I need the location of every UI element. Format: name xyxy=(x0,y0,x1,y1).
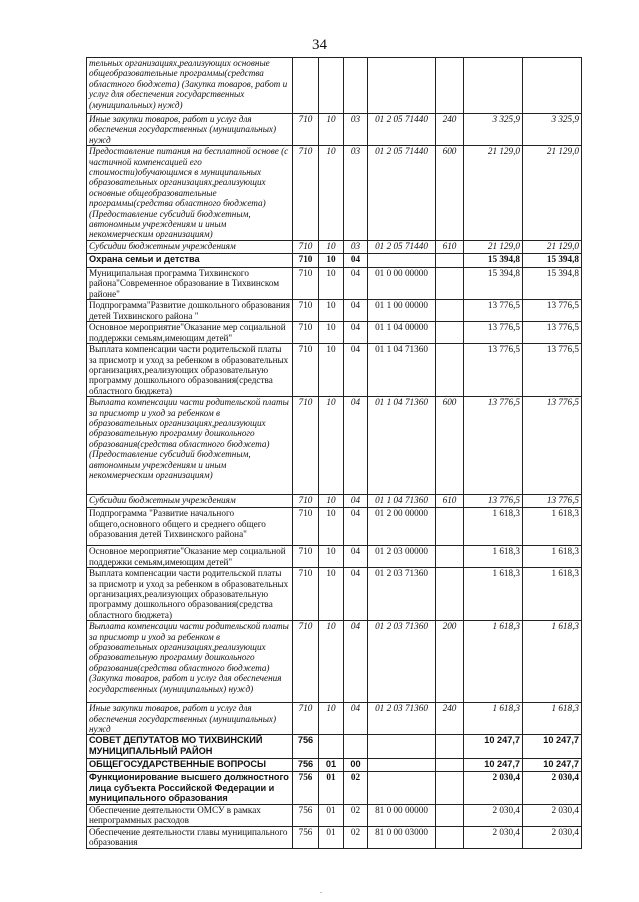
ministry-code: 710 xyxy=(293,114,319,146)
table-row xyxy=(87,772,582,804)
amount-year-2: 2 030,4 xyxy=(523,826,582,848)
ministry-code: 756 xyxy=(293,735,319,759)
page-number: 34 xyxy=(312,37,327,53)
table-row xyxy=(87,508,582,546)
expense-type xyxy=(436,322,464,344)
amount-year-1: 10 247,7 xyxy=(464,759,523,772)
expense-type xyxy=(436,58,464,114)
expense-type xyxy=(436,267,464,299)
target-article: 81 0 00 03000 xyxy=(368,826,436,848)
subsection-code: 03 xyxy=(344,114,368,146)
ministry-code: 756 xyxy=(293,772,319,804)
bottom-mark: . xyxy=(320,886,322,895)
ministry-code: 710 xyxy=(293,568,319,621)
target-article xyxy=(368,735,436,759)
table-row xyxy=(87,344,582,397)
row-description: Подпрограмма "Развитие начального общего,основного общего и среднего общего образования детей Тихвинского района" xyxy=(87,508,293,546)
ministry-code: 710 xyxy=(293,253,319,267)
row-description: Выплата компенсации части родительской платы за присмотр и уход за ребенком в образовательных организациях,реализующих образовательную программу дошкольного образования(средства областного бюджета) (Предоставление субсидий бюджетным, автономным учреждениям и иным некоммерческим организациям) xyxy=(87,397,293,495)
amount-year-1: 1 618,3 xyxy=(464,546,523,568)
row-description: Муниципальная программа Тихвинского района"Современное образование в Тихвинском районе" xyxy=(87,267,293,299)
ministry-code: 710 xyxy=(293,495,319,508)
section-code: 10 xyxy=(319,508,344,546)
target-article: 81 0 00 00000 xyxy=(368,804,436,826)
target-article: 01 0 00 00000 xyxy=(368,267,436,299)
amount-year-2: 1 618,3 xyxy=(523,568,582,621)
ministry-code: 710 xyxy=(293,397,319,495)
target-article: 01 1 04 71360 xyxy=(368,397,436,495)
expense-type: 200 xyxy=(436,621,464,703)
amount-year-2: 15 394,8 xyxy=(523,267,582,299)
ministry-code: 710 xyxy=(293,703,319,735)
table-row xyxy=(87,267,582,299)
table-row xyxy=(87,240,582,253)
row-description: Подпрограмма"Развитие дошкольного образования детей Тихвинского района " xyxy=(87,300,293,322)
section-code: 10 xyxy=(319,568,344,621)
section-code: 01 xyxy=(319,804,344,826)
row-description: Субсидии бюджетным учреждениям xyxy=(87,240,293,253)
ministry-code: 710 xyxy=(293,621,319,703)
row-description: Выплата компенсации части родительской платы за присмотр и уход за ребенком в образовательных организациях,реализующих образовательную программу дошкольного образования(средства областного бюджета) (Закупка товаров, работ и услуг для обеспечения государственных (муниципальных) нужд) xyxy=(87,621,293,703)
amount-year-2: 2 030,4 xyxy=(523,804,582,826)
ministry-code: 710 xyxy=(293,344,319,397)
table-row xyxy=(87,114,582,146)
subsection-code: 04 xyxy=(344,253,368,267)
amount-year-2: 13 776,5 xyxy=(523,322,582,344)
row-description: Выплата компенсации части родительской платы за присмотр и уход за ребенком в образовательных организациях,реализующих образовательную программу дошкольного образования(средства областного бюджета) xyxy=(87,568,293,621)
subsection-code: 04 xyxy=(344,568,368,621)
amount-year-2: 13 776,5 xyxy=(523,300,582,322)
expense-type xyxy=(436,735,464,759)
amount-year-2: 1 618,3 xyxy=(523,508,582,546)
section-code: 10 xyxy=(319,253,344,267)
table-body xyxy=(87,58,582,849)
section-code: 10 xyxy=(319,703,344,735)
section-code: 10 xyxy=(319,495,344,508)
row-description: Охрана семьи и детства xyxy=(87,253,293,267)
table-row xyxy=(87,397,582,495)
ministry-code: 710 xyxy=(293,146,319,241)
ministry-code: 710 xyxy=(293,300,319,322)
target-article: 01 2 05 71440 xyxy=(368,114,436,146)
table-row xyxy=(87,568,582,621)
row-description: Иные закупки товаров, работ и услуг для обеспечения государственных (муниципальных) нужд xyxy=(87,703,293,735)
subsection-code: 04 xyxy=(344,267,368,299)
row-description: Обеспечение деятельности главы муниципального образования xyxy=(87,826,293,848)
subsection-code xyxy=(344,58,368,114)
amount-year-1: 21 129,0 xyxy=(464,240,523,253)
amount-year-2: 2 030,4 xyxy=(523,772,582,804)
row-description: Обеспечение деятельности ОМСУ в рамках непрограммных расходов xyxy=(87,804,293,826)
ministry-code xyxy=(293,58,319,114)
table-row xyxy=(87,826,582,848)
section-code: 10 xyxy=(319,344,344,397)
subsection-code: 04 xyxy=(344,495,368,508)
target-article xyxy=(368,772,436,804)
subsection-code: 02 xyxy=(344,804,368,826)
ministry-code: 710 xyxy=(293,546,319,568)
section-code: 01 xyxy=(319,826,344,848)
amount-year-1: 13 776,5 xyxy=(464,300,523,322)
expense-type xyxy=(436,253,464,267)
amount-year-2: 10 247,7 xyxy=(523,735,582,759)
subsection-code: 03 xyxy=(344,240,368,253)
amount-year-2: 21 129,0 xyxy=(523,240,582,253)
section-code xyxy=(319,735,344,759)
table-row xyxy=(87,495,582,508)
table-row xyxy=(87,253,582,267)
amount-year-2: 13 776,5 xyxy=(523,495,582,508)
row-description: Основное мероприятие"Оказание мер социальной поддержки семьям,имеющим детей" xyxy=(87,546,293,568)
expense-type: 610 xyxy=(436,240,464,253)
section-code: 10 xyxy=(319,146,344,241)
subsection-code: 02 xyxy=(344,772,368,804)
section-code: 10 xyxy=(319,397,344,495)
amount-year-2: 13 776,5 xyxy=(523,397,582,495)
amount-year-1: 21 129,0 xyxy=(464,146,523,241)
expense-type xyxy=(436,546,464,568)
ministry-code: 756 xyxy=(293,804,319,826)
section-code: 10 xyxy=(319,300,344,322)
subsection-code: 04 xyxy=(344,703,368,735)
ministry-code: 756 xyxy=(293,826,319,848)
subsection-code: 04 xyxy=(344,344,368,397)
amount-year-1 xyxy=(464,58,523,114)
subsection-code: 04 xyxy=(344,322,368,344)
row-description: Основное мероприятие"Оказание мер социальной поддержки семьям,имеющим детей" xyxy=(87,322,293,344)
subsection-code: 00 xyxy=(344,759,368,772)
row-description: Иные закупки товаров, работ и услуг для обеспечения государственных (муниципальных) нужд xyxy=(87,114,293,146)
expense-type: 610 xyxy=(436,495,464,508)
amount-year-1: 2 030,4 xyxy=(464,826,523,848)
section-code: 10 xyxy=(319,322,344,344)
table-row xyxy=(87,58,582,114)
amount-year-1: 1 618,3 xyxy=(464,568,523,621)
target-article xyxy=(368,253,436,267)
amount-year-2: 15 394,8 xyxy=(523,253,582,267)
table-row xyxy=(87,146,582,241)
ministry-code: 710 xyxy=(293,322,319,344)
ministry-code: 710 xyxy=(293,508,319,546)
expense-type xyxy=(436,568,464,621)
section-code xyxy=(319,58,344,114)
subsection-code xyxy=(344,735,368,759)
row-description: Выплата компенсации части родительской платы за присмотр и уход за ребенком в образовательных организациях,реализующих образовательную программу дошкольного образования(средства областного бюджета) xyxy=(87,344,293,397)
subsection-code: 02 xyxy=(344,826,368,848)
section-code: 10 xyxy=(319,546,344,568)
amount-year-1: 10 247,7 xyxy=(464,735,523,759)
subsection-code: 04 xyxy=(344,508,368,546)
amount-year-2: 10 247,7 xyxy=(523,759,582,772)
table-row xyxy=(87,322,582,344)
expense-type: 600 xyxy=(436,397,464,495)
target-article: 01 2 03 00000 xyxy=(368,546,436,568)
table-row xyxy=(87,735,582,759)
target-article: 01 2 05 71440 xyxy=(368,146,436,241)
amount-year-2: 1 618,3 xyxy=(523,703,582,735)
target-article: 01 1 04 00000 xyxy=(368,322,436,344)
table-row xyxy=(87,300,582,322)
expense-type: 240 xyxy=(436,114,464,146)
expense-type xyxy=(436,759,464,772)
row-description: СОВЕТ ДЕПУТАТОВ МО ТИХВИНСКИЙ МУНИЦИПАЛЬНЫЙ РАЙОН xyxy=(87,735,293,759)
amount-year-1: 1 618,3 xyxy=(464,621,523,703)
row-description: Субсидии бюджетным учреждениям xyxy=(87,495,293,508)
amount-year-2 xyxy=(523,58,582,114)
ministry-code: 710 xyxy=(293,267,319,299)
amount-year-1: 15 394,8 xyxy=(464,267,523,299)
section-code: 10 xyxy=(319,621,344,703)
amount-year-2: 1 618,3 xyxy=(523,621,582,703)
expense-type xyxy=(436,508,464,546)
section-code: 10 xyxy=(319,267,344,299)
target-article: 01 1 04 71360 xyxy=(368,344,436,397)
section-code: 10 xyxy=(319,240,344,253)
section-code: 10 xyxy=(319,114,344,146)
table-row xyxy=(87,703,582,735)
subsection-code: 03 xyxy=(344,146,368,241)
section-code: 01 xyxy=(319,772,344,804)
expense-type: 600 xyxy=(436,146,464,241)
table-row xyxy=(87,759,582,772)
section-code: 01 xyxy=(319,759,344,772)
amount-year-1: 15 394,8 xyxy=(464,253,523,267)
amount-year-1: 2 030,4 xyxy=(464,804,523,826)
expense-type xyxy=(436,344,464,397)
target-article: 01 1 00 00000 xyxy=(368,300,436,322)
table-row xyxy=(87,804,582,826)
row-description: Предоставление питания на бесплатной основе (с частичной компенсацией его стоимости)обучающимся в муниципальных образовательных организациях,реализующих основные общеобразовательные программы(средства областного бюджета) (Предоставление субсидий бюджетным, автономным учреждениям и иным некоммерческим организациям) xyxy=(87,146,293,241)
table-row xyxy=(87,621,582,703)
table-row xyxy=(87,546,582,568)
amount-year-2: 3 325,9 xyxy=(523,114,582,146)
target-article xyxy=(368,58,436,114)
subsection-code: 04 xyxy=(344,397,368,495)
amount-year-2: 21 129,0 xyxy=(523,146,582,241)
subsection-code: 04 xyxy=(344,621,368,703)
budget-table xyxy=(86,57,582,849)
amount-year-2: 1 618,3 xyxy=(523,546,582,568)
amount-year-1: 1 618,3 xyxy=(464,508,523,546)
amount-year-1: 3 325,9 xyxy=(464,114,523,146)
expense-type: 240 xyxy=(436,703,464,735)
amount-year-1: 13 776,5 xyxy=(464,397,523,495)
target-article: 01 2 03 71360 xyxy=(368,568,436,621)
expense-type xyxy=(436,772,464,804)
amount-year-1: 13 776,5 xyxy=(464,495,523,508)
target-article: 01 2 03 71360 xyxy=(368,703,436,735)
target-article: 01 2 00 00000 xyxy=(368,508,436,546)
row-description: тельных организациях,реализующих основные общеобразовательные программы(средства областного бюджета) (Закупка товаров, работ и услуг для обеспечения государственных (муниципальных) нужд) xyxy=(87,58,293,114)
amount-year-1: 2 030,4 xyxy=(464,772,523,804)
amount-year-1: 13 776,5 xyxy=(464,344,523,397)
expense-type xyxy=(436,804,464,826)
target-article: 01 1 04 71360 xyxy=(368,495,436,508)
expense-type xyxy=(436,300,464,322)
amount-year-1: 1 618,3 xyxy=(464,703,523,735)
ministry-code: 756 xyxy=(293,759,319,772)
row-description: Функционирование высшего должностного лица субъекта Российской Федерации и муниципального образования xyxy=(87,772,293,804)
amount-year-2: 13 776,5 xyxy=(523,344,582,397)
row-description: ОБЩЕГОСУДАРСТВЕННЫЕ ВОПРОСЫ xyxy=(87,759,293,772)
target-article: 01 2 05 71440 xyxy=(368,240,436,253)
target-article xyxy=(368,759,436,772)
amount-year-1: 13 776,5 xyxy=(464,322,523,344)
subsection-code: 04 xyxy=(344,300,368,322)
expense-type xyxy=(436,826,464,848)
target-article: 01 2 03 71360 xyxy=(368,621,436,703)
subsection-code: 04 xyxy=(344,546,368,568)
ministry-code: 710 xyxy=(293,240,319,253)
